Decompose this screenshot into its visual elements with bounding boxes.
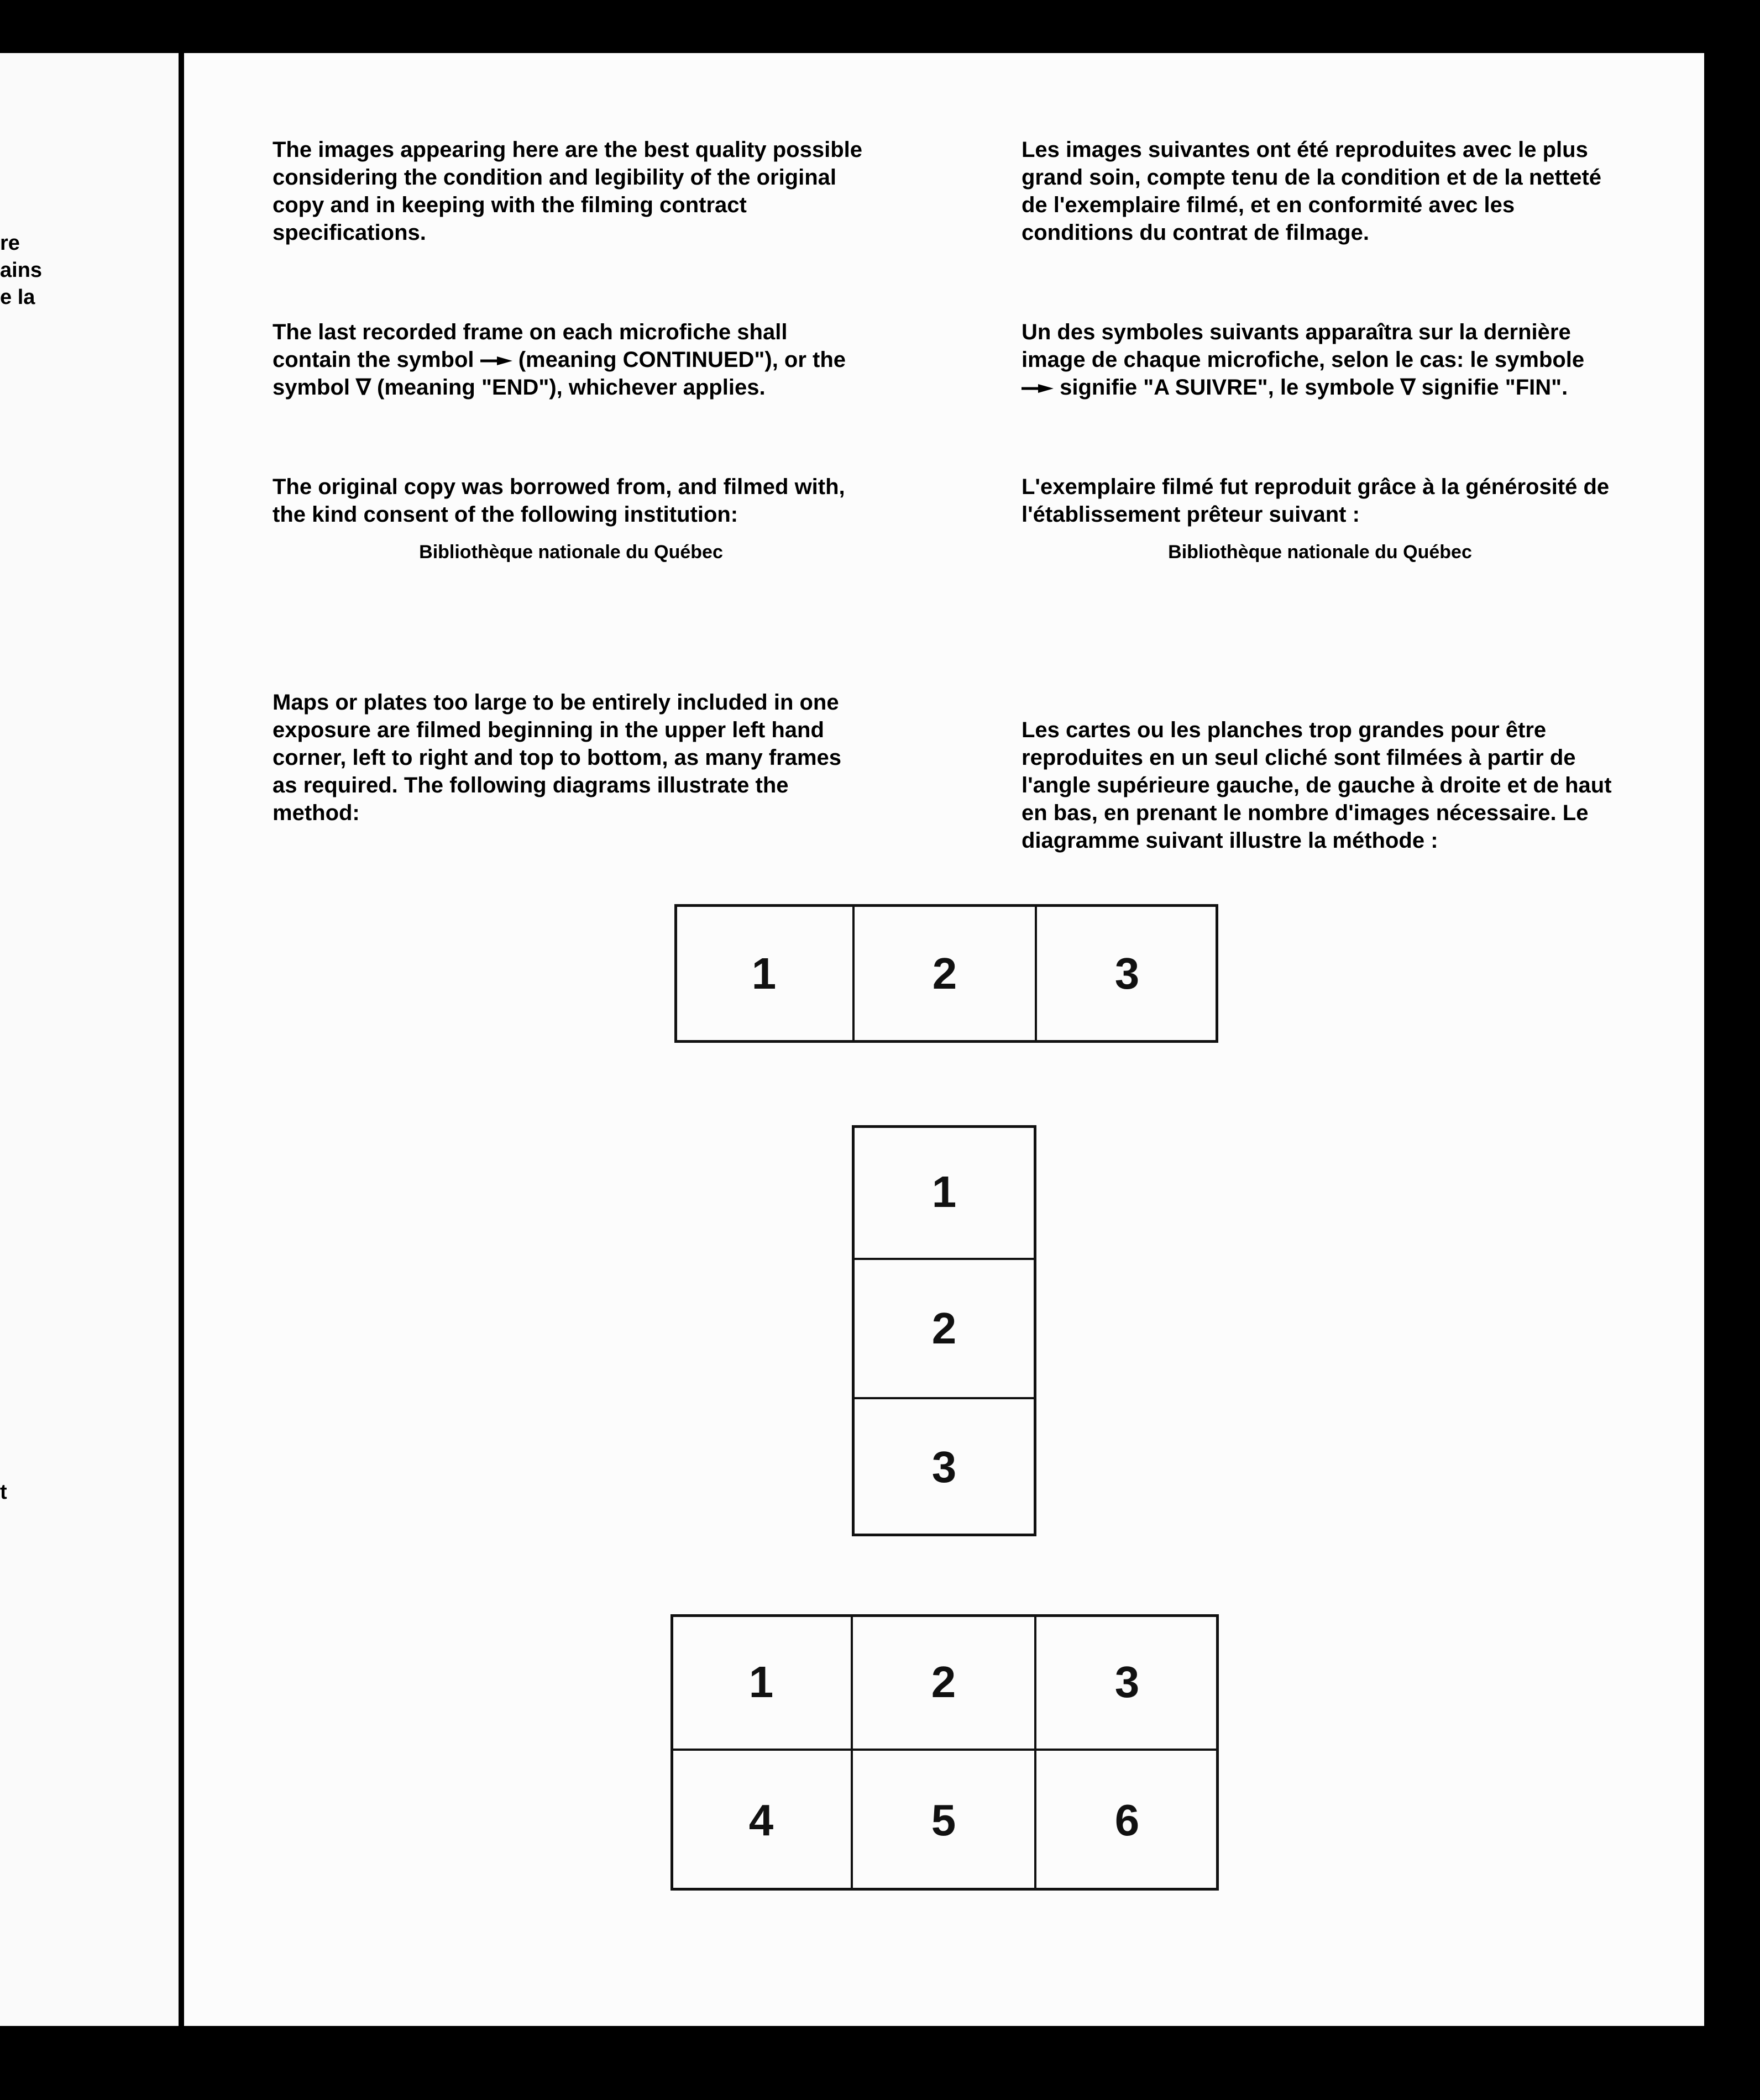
diagram-column: [852, 1125, 1036, 1536]
diagram-grid: [671, 1614, 1219, 1891]
french-institution-text: L'exemplaire filmé fut reproduit grâce à la générosité de l'établissement prêteur suivant :: [1022, 475, 1610, 527]
left-fragment-line-3: e la: [0, 286, 35, 309]
diagram-row-cell-2: 2: [932, 948, 957, 998]
french-paragraph-institution: [1022, 473, 1618, 565]
diagram-column-cell-2: 2: [931, 1304, 957, 1353]
diagram-grid-cell-3: 3: [1114, 1657, 1140, 1707]
french-paragraph-quality: [1022, 136, 1618, 246]
english-paragraph-institution: [273, 473, 869, 565]
english-quality-text: The images appearing here are the best quality possible considering the condition and legibility of the original copy and in keeping with the filming contract specifications.: [273, 138, 862, 245]
french-symbols-part-b: signifie "A SUIVRE", le symbole: [1054, 375, 1401, 400]
french-symbols-part-c: signifie "FIN".: [1415, 375, 1568, 400]
diagram-column-cell-3: 3: [931, 1442, 957, 1492]
right-page: [184, 53, 1704, 2026]
english-paragraph-symbols: [273, 318, 869, 401]
diagram-grid-cell-6: 6: [1114, 1795, 1140, 1845]
left-fragment-line-2: ains: [0, 259, 43, 282]
french-symbols-part-a: Un des symboles suivants apparaîtra sur la dernière image de chaque microfiche, selon le cas: le symbole: [1022, 320, 1585, 372]
arrow-continued-icon: [480, 355, 512, 366]
diagram-grid-cell-2: 2: [931, 1657, 956, 1707]
english-institution-name: Bibliothèque nationale du Québec: [419, 542, 723, 563]
english-method-text: Maps or plates too large to be entirely included in one exposure are filmed beginning in the upper left hand corner, left to right and top to bottom, as many frames as required. The following diagrams illustrate the method:: [273, 690, 842, 825]
end-triangle-icon: ∇: [1400, 375, 1416, 400]
english-paragraph-quality: [273, 136, 869, 246]
diagram-row-cell-1: 1: [751, 948, 777, 998]
french-symbols-text: [1022, 318, 1618, 401]
diagram-row: [674, 904, 1218, 1043]
arrow-continued-icon: [1022, 383, 1054, 394]
french-paragraph-method: [1022, 716, 1618, 854]
left-fragment-bottom-char: t: [0, 1481, 7, 1504]
english-symbols-part-b: (meaning CONTINUED"), or the symbol: [273, 348, 846, 400]
english-symbols-part-a: The last recorded frame on each microfiche shall contain the symbol: [273, 320, 788, 372]
diagram-grid-cell-1: 1: [748, 1657, 774, 1707]
end-triangle-icon: ∇: [356, 375, 371, 400]
english-paragraph-method: [273, 689, 869, 827]
english-symbols-text: [273, 318, 869, 401]
diagram-row-cell-3: 3: [1114, 948, 1140, 998]
diagram-grid-cell-4: 4: [748, 1795, 774, 1845]
left-page-fragment: [0, 53, 179, 2026]
english-symbols-part-c: (meaning "END"), whichever applies.: [370, 375, 766, 400]
french-paragraph-symbols: [1022, 318, 1618, 401]
diagram-grid-cell-5: 5: [931, 1795, 956, 1845]
diagram-column-cell-1: 1: [931, 1167, 957, 1216]
french-quality-text: Les images suivantes ont été reproduites avec le plus grand soin, compte tenu de la condition et de la netteté de l'exemplaire filmé, et en conformité avec les conditions du contrat de filmage.: [1022, 138, 1602, 245]
french-method-text: Les cartes ou les planches trop grandes pour être reproduites en un seul cliché sont filmées à partir de l'angle supérieure gauche, de gauche à droite et de haut en bas, en prenant le nombre d'images nécessaire. Le diagramme suivant illustre la méthode :: [1022, 718, 1612, 853]
left-fragment-line-1: re: [0, 232, 20, 255]
english-institution-text: The original copy was borrowed from, and filmed with, the kind consent of the following institution:: [273, 475, 845, 527]
french-institution-name: Bibliothèque nationale du Québec: [1168, 542, 1472, 563]
